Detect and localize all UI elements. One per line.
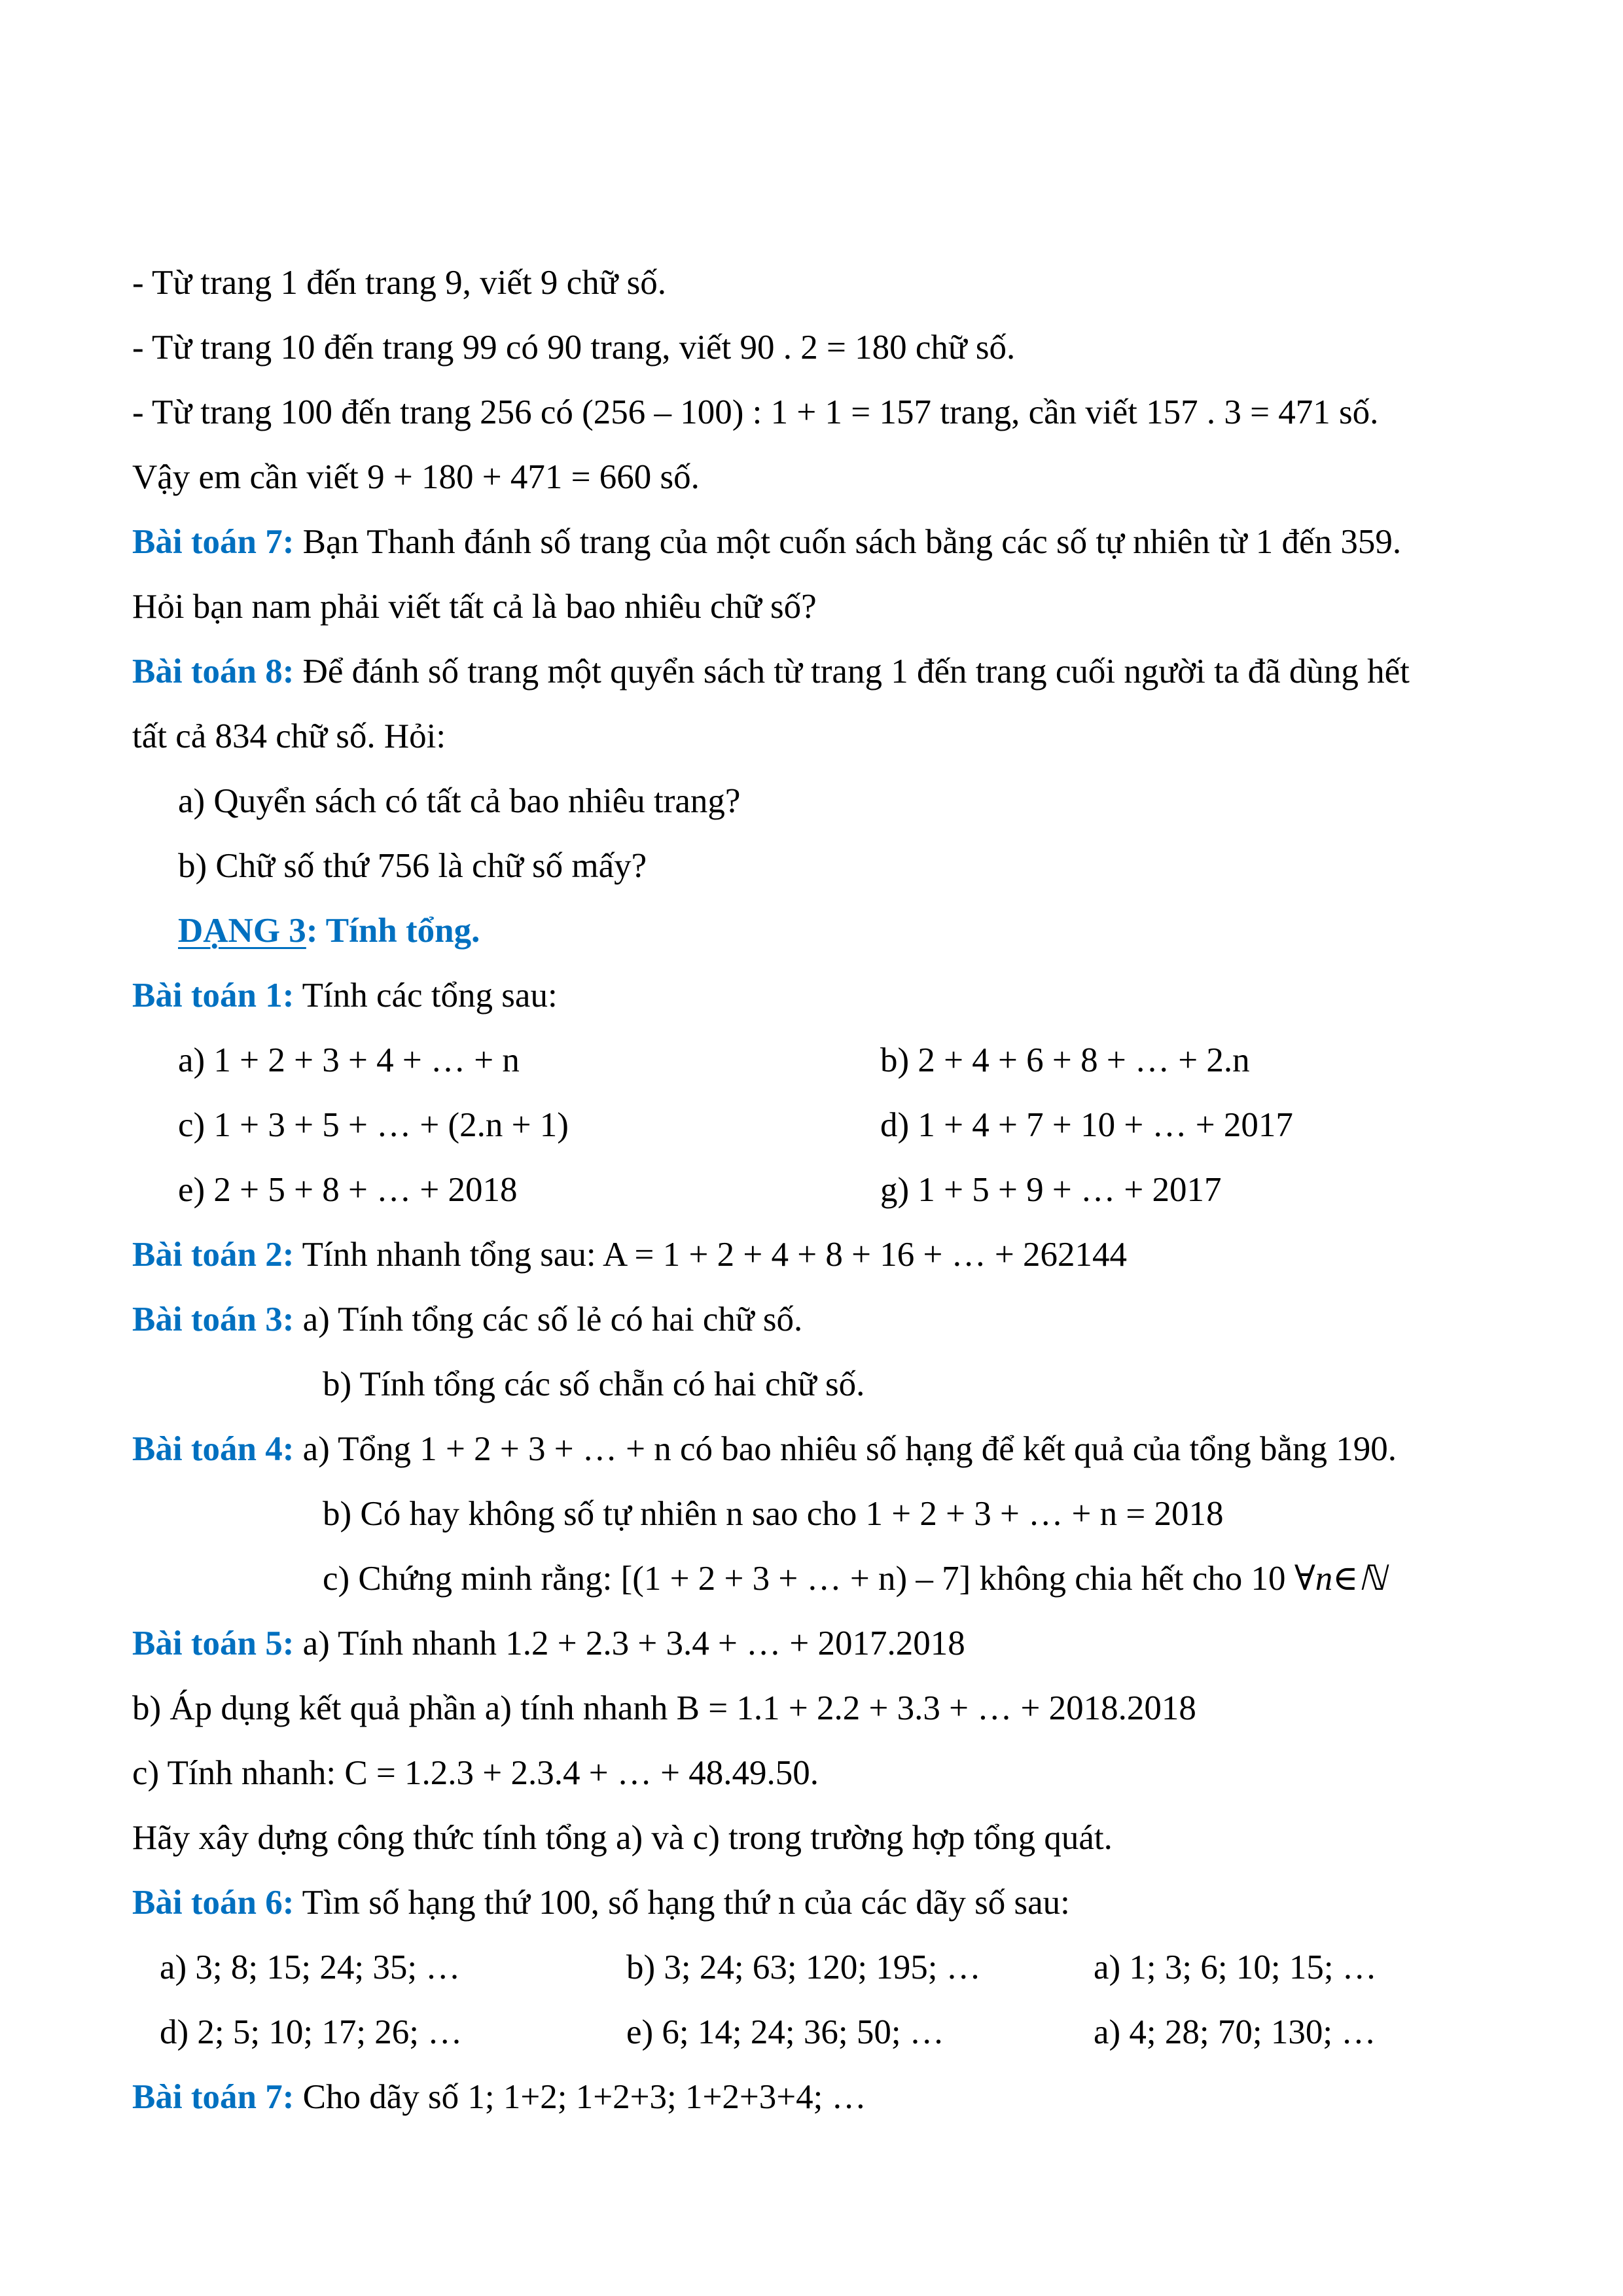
- sum-problem-1: [132, 975, 558, 1016]
- sum-problem-1-a: a) 1 + 2 + 3 + 4 + … + n: [178, 1041, 520, 1079]
- sum-problem-4-c: [323, 1558, 1386, 1600]
- sum-problem-3-label: Bài toán 3:: [132, 1300, 294, 1338]
- sum-problem-5-a-text: a) Tính nhanh 1.2 + 2.3 + 3.4 + … + 2017.2018: [294, 1624, 965, 1662]
- sum-problem-1-d: d) 1 + 4 + 7 + 10 + … + 2017: [880, 1106, 1293, 1144]
- problem-8-item-a: a) Quyển sách có tất cả bao nhiêu trang?: [178, 782, 741, 820]
- sum-problem-2: [132, 1234, 1127, 1276]
- problem-7-text: Bạn Thanh đánh số trang của một cuốn sách bằng các số tự nhiên từ 1 đến 359.: [294, 523, 1402, 561]
- sum-problem-4-a-text: a) Tổng 1 + 2 + 3 + … + n có bao nhiêu số hạng để kết quả của tổng bằng 190.: [294, 1430, 1397, 1468]
- intro-line-1: - Từ trang 1 đến trang 9, viết 9 chữ số.: [132, 264, 666, 302]
- sum-problem-4-b: b) Có hay không số tự nhiên n sao cho 1 + 2 + 3 + … + n = 2018: [323, 1495, 1224, 1533]
- problem-8-item-b: b) Chữ số thứ 756 là chữ số mấy?: [178, 847, 647, 885]
- problem-8-text: Để đánh số trang một quyển sách từ trang 1 đến trang cuối người ta đã dùng hết: [294, 653, 1410, 691]
- problem-8-label: Bài toán 8:: [132, 653, 294, 691]
- sum-problem-1-text: Tính các tổng sau:: [294, 977, 558, 1014]
- sum-problem-7-text: Cho dãy số 1; 1+2; 1+2+3; 1+2+3+4; …: [294, 2078, 866, 2116]
- forall-n-in-naturals: ∀n∈ℕ: [1294, 1560, 1386, 1598]
- sum-problem-6: [132, 1882, 1070, 1924]
- problem-7-label: Bài toán 7:: [132, 523, 294, 561]
- sum-problem-4-label: Bài toán 4:: [132, 1430, 294, 1468]
- section-heading-title: : Tính tổng.: [306, 912, 480, 950]
- sequence-item: b) 3; 24; 63; 120; 195; …: [626, 1948, 981, 1986]
- problem-8-line-2: tất cả 834 chữ số. Hỏi:: [132, 717, 446, 755]
- sum-problem-4-a: [132, 1428, 1397, 1470]
- sum-problem-5-c: c) Tính nhanh: C = 1.2.3 + 2.3.4 + … + 48.49.50.: [132, 1754, 819, 1792]
- section-heading: [178, 910, 480, 952]
- sequence-item: a) 1; 3; 6; 10; 15; …: [1094, 1948, 1377, 1986]
- sequence-item: a) 4; 28; 70; 130; …: [1094, 2013, 1376, 2051]
- sum-problem-5-label: Bài toán 5:: [132, 1624, 294, 1662]
- sum-problem-3-b: b) Tính tổng các số chẵn có hai chữ số.: [323, 1365, 865, 1403]
- sum-problem-6-label: Bài toán 6:: [132, 1884, 294, 1922]
- sum-problem-7: [132, 2076, 866, 2118]
- sum-problem-2-text: Tính nhanh tổng sau: A = 1 + 2 + 4 + 8 + 16 + … + 262144: [294, 1236, 1128, 1274]
- sequence-item: a) 3; 8; 15; 24; 35; …: [160, 1948, 461, 1986]
- sequence-item: d) 2; 5; 10; 17; 26; …: [160, 2013, 463, 2051]
- sum-problem-3-a: [132, 1299, 802, 1340]
- sum-problem-1-label: Bài toán 1:: [132, 977, 294, 1014]
- intro-line-3: - Từ trang 100 đến trang 256 có (256 – 100) : 1 + 1 = 157 trang, cần viết 157 . 3 = 471 số.: [132, 393, 1379, 431]
- problem-7-line-1: [132, 521, 1401, 563]
- sum-problem-1-e: e) 2 + 5 + 8 + … + 2018: [178, 1171, 518, 1209]
- sequence-item: e) 6; 14; 24; 36; 50; …: [626, 2013, 944, 2051]
- sum-problem-1-b: b) 2 + 4 + 6 + 8 + … + 2.n: [880, 1041, 1250, 1079]
- intro-line-4: Vậy em cần viết 9 + 180 + 471 = 660 số.: [132, 458, 700, 496]
- sum-problem-7-label: Bài toán 7:: [132, 2078, 294, 2116]
- sum-problem-5-b: b) Áp dụng kết quả phần a) tính nhanh B = 1.1 + 2.2 + 3.3 + … + 2018.2018: [132, 1689, 1196, 1727]
- sum-problem-6-text: Tìm số hạng thứ 100, số hạng thứ n của các dãy số sau:: [294, 1884, 1070, 1922]
- section-heading-tag: DẠNG 3: [178, 912, 306, 950]
- intro-line-2: - Từ trang 10 đến trang 99 có 90 trang, viết 90 . 2 = 180 chữ số.: [132, 329, 1016, 367]
- sum-problem-5-d: Hãy xây dựng công thức tính tổng a) và c) trong trường hợp tổng quát.: [132, 1819, 1113, 1857]
- sum-problem-3-a-text: a) Tính tổng các số lẻ có hai chữ số.: [294, 1300, 803, 1338]
- sum-problem-1-g: g) 1 + 5 + 9 + … + 2017: [880, 1171, 1222, 1209]
- sum-problem-4-c-text: c) Chứng minh rằng: [(1 + 2 + 3 + … + n) – 7] không chia hết cho 10: [323, 1560, 1294, 1598]
- sum-problem-1-c: c) 1 + 3 + 5 + … + (2.n + 1): [178, 1106, 569, 1144]
- sum-problem-2-label: Bài toán 2:: [132, 1236, 294, 1274]
- problem-7-line-2: Hỏi bạn nam phải viết tất cả là bao nhiêu chữ số?: [132, 588, 817, 626]
- sum-problem-5-a: [132, 1623, 965, 1664]
- problem-8-line-1: [132, 651, 1410, 692]
